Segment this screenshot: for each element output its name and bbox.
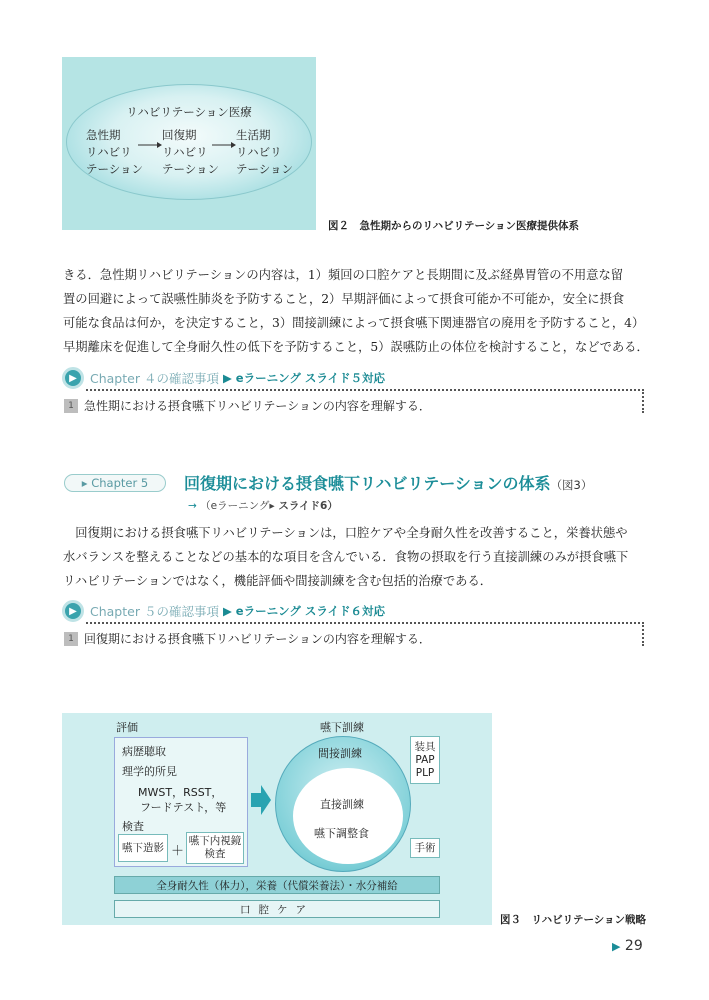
figure2-title: リハビリテーション医療 — [126, 105, 252, 119]
confirm5-item: 1 回復期における摂食嚥下リハビリテーションの内容を理解する． — [64, 630, 431, 647]
figure3-endurance-bar: 全身耐久性（体力），栄養（代償栄養法）・水分補給 — [114, 876, 440, 894]
arrow-right-icon — [251, 785, 271, 815]
checkbox-icon[interactable]: 1 — [64, 399, 78, 413]
confirm4-elearning-link[interactable]: ▶ eラーニング スライド５対応 — [222, 371, 386, 385]
play-icon: ▶ — [62, 600, 84, 622]
figure3-inner-circle — [293, 768, 403, 864]
figure2-arrow-2-icon — [212, 140, 236, 150]
figure3-exam-label: 検査 — [122, 820, 144, 833]
figure2-arrow-1-icon — [138, 140, 162, 150]
figure2-chronic: 生活期 リハビリ テーション — [236, 128, 294, 176]
confirm4-item: 1 急性期における摂食嚥下リハビリテーションの内容を理解する． — [64, 397, 431, 414]
figure3-mwst: MWST，RSST， — [138, 786, 223, 799]
paragraph-recovery: 回復期における摂食嚥下リハビリテーションは，口腔ケアや全身耐久性を改善すること，栄養状態や 水バランスを整えることなどの基本的な項目を含んでいる．食物の摂取を行う直接訓練のみが摂食嚥下 リハビリテーションではなく，機能評価や間接訓練を含む包括的治療である． — [63, 526, 629, 588]
confirm4-dotted-line — [86, 389, 644, 391]
figure3-adjust: 嚥下調整食 — [314, 827, 369, 840]
arrow-right-icon: → — [188, 500, 197, 512]
figure3-physical: 理学的所見 — [122, 765, 177, 778]
figure3-oral-care-bar: 口腔ケア — [114, 900, 440, 918]
figure3-direct: 直接訓練 — [320, 798, 364, 811]
figure3-vf-box: 嚥下造影 — [118, 834, 168, 862]
figure3-ve-box: 嚥下内視鏡 検査 — [186, 832, 244, 864]
figure3-eval-label: 評価 — [116, 721, 138, 734]
confirm4-dotted-vertical — [642, 389, 644, 413]
chapter5-tab: ▸ Chapter 5 — [64, 474, 166, 492]
plus-icon: ＋ — [171, 844, 185, 859]
figure2-recovery: 回復期 リハビリ テーション — [162, 128, 220, 176]
figure3-foodtest: フードテスト，等 — [140, 801, 227, 814]
chapter5-elearning-ref[interactable]: → （eラーニング▸ スライド6） — [188, 500, 338, 512]
figure3-history: 病歴聴取 — [122, 745, 166, 758]
chapter5-heading: 回復期における摂食嚥下リハビリテーションの体系（図3） — [184, 474, 593, 493]
figure3-device-box: 装具 PAP PLP — [410, 736, 440, 784]
confirm5-dotted-vertical — [642, 622, 644, 646]
figure3-train-label: 嚥下訓練 — [320, 721, 364, 734]
confirm4-header: ▶ Chapter ４の確認事項 ▶ eラーニング スライド５対応 — [62, 367, 385, 389]
figure3-surgery-box: 手術 — [410, 838, 440, 858]
figure3-indirect: 間接訓練 — [318, 747, 362, 760]
triangle-right-icon: ▶ — [612, 940, 621, 953]
page-number: ▶ 29 — [612, 938, 643, 954]
play-icon: ▶ — [62, 367, 84, 389]
paragraph-acute: きる．急性期リハビリテーションの内容は，1）頻回の口腔ケアと長期間に及ぶ経鼻胃管の不用意な留 置の回避によって誤嚥性肺炎を予防すること，2）早期評価によって摂食可能か不可能か，安全に摂食 可能な食品は何か，を決定すること，3）間接訓練によって摂食嚥下関連器官の廃用を予防すること，4） 早期離床を促進して全身耐久性の低下を予防すること，5）誤嚥防止の体位を検討すること，などである． — [63, 268, 649, 354]
figure2-caption: 図２ 急性期からのリハビリテーション医療提供体系 — [328, 220, 580, 232]
confirm5-dotted-line — [86, 622, 644, 624]
confirm5-elearning-link[interactable]: ▶ eラーニング スライド６対応 — [222, 604, 386, 618]
checkbox-icon[interactable]: 1 — [64, 632, 78, 646]
figure2-acute: 急性期 リハビリ テーション — [86, 128, 144, 176]
confirm5-header: ▶ Chapter ５の確認事項 ▶ eラーニング スライド６対応 — [62, 600, 385, 622]
figure3-caption: 図３ リハビリテーション戦略 — [500, 914, 647, 926]
